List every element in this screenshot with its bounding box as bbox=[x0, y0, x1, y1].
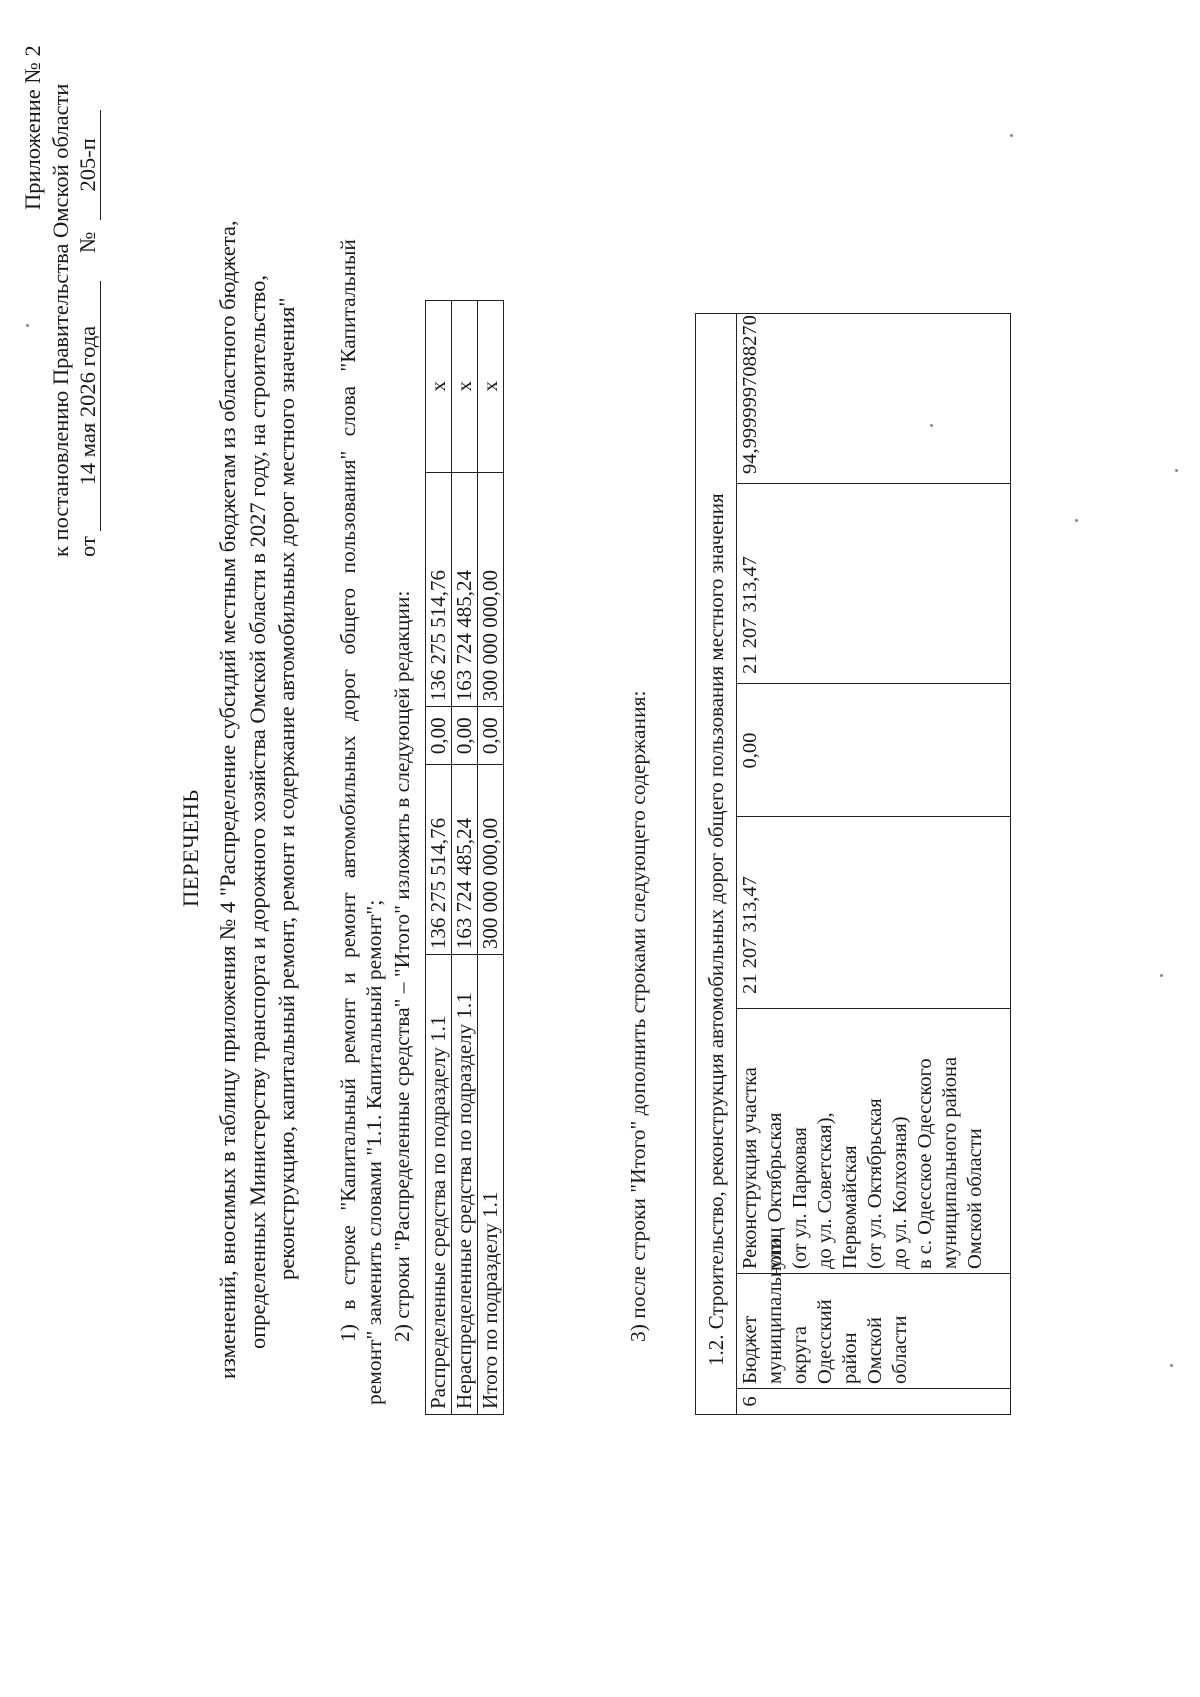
amount-zero: 0,00 bbox=[739, 732, 761, 769]
budget-line: муниципального bbox=[764, 1237, 786, 1384]
amount-cell: 163 724 485,24 bbox=[452, 765, 478, 955]
scan-speck bbox=[1075, 519, 1078, 522]
amount-cell: 300 000 000,00 bbox=[478, 765, 504, 955]
table-row bbox=[426, 301, 452, 1415]
row-label: Нераспределенные средства по подразделу 1.1 bbox=[452, 955, 478, 1415]
object-line: в с. Одесское Одесского bbox=[914, 1058, 936, 1269]
subtitle-line-3: реконструкцию, капитальный ремонт, ремонт и содержание автомобильных дорог местного значения" bbox=[274, 297, 299, 1280]
date-value-wrap bbox=[77, 281, 101, 531]
construction-table bbox=[695, 313, 1011, 1415]
object-cell bbox=[736, 1009, 1010, 1274]
amount-final: 21 207 313,47 bbox=[739, 556, 761, 674]
amount-cell: 300 000 000,00 bbox=[478, 472, 504, 707]
row-label: Распределенные средства по подразделу 1.1 bbox=[426, 955, 452, 1415]
mark-cell: х bbox=[452, 301, 478, 473]
amount-cell: 136 275 514,76 bbox=[426, 472, 452, 707]
object-line: до ул. Колхозная) bbox=[889, 1116, 911, 1269]
date-line bbox=[77, 0, 101, 557]
budget-line: округа Одесский bbox=[789, 1299, 836, 1384]
row-label: Итого по подразделу 1.1 bbox=[478, 955, 504, 1415]
object-line: (от ул. Парковая bbox=[789, 1127, 811, 1269]
section-title-text: 1.2. Строительство, реконструкция автомобильных дорог общего пользования местного значения bbox=[704, 493, 728, 1366]
scan-speck bbox=[1160, 974, 1163, 977]
date-value: 14 мая 2026 года bbox=[75, 325, 100, 486]
item-1-line-1: 1) в строке "Капитальный ремонт и ремонт автомобильных дорог общего пользования" слова "Капитальный bbox=[336, 239, 360, 1342]
scan-speck bbox=[26, 324, 29, 327]
item-1-line-2: ремонт" заменить словами "1.1. Капитальный ремонт"; bbox=[362, 899, 386, 1405]
amount-cell: 136 275 514,76 bbox=[426, 765, 452, 955]
budget-line: район Омской bbox=[839, 1316, 886, 1384]
object-line: муниципального района bbox=[939, 1056, 961, 1269]
amount-cell: 0,00 bbox=[426, 707, 452, 765]
object-line: (от ул. Октябрьская bbox=[864, 1098, 886, 1269]
item-2: 2) строки "Распределенные средства" – "Итого" изложить в следующей редакции: bbox=[390, 590, 414, 1342]
budget-line: области bbox=[889, 1315, 911, 1384]
table-row bbox=[452, 301, 478, 1415]
amount-cell: 163 724 485,24 bbox=[452, 472, 478, 707]
number-value-wrap bbox=[77, 110, 101, 220]
percent-cell: 94,9999997088270 bbox=[739, 315, 761, 474]
appendix-label: Приложение № 2 bbox=[20, 45, 45, 210]
object-line: до ул. Советская), bbox=[814, 1112, 836, 1269]
item-3: 3) после строки "Итого" дополнить строками следующего содержания: bbox=[626, 690, 650, 1342]
mark-cell: х bbox=[426, 301, 452, 473]
object-line: Омской области bbox=[964, 1128, 986, 1269]
object-line: улиц Октябрьская bbox=[764, 1112, 786, 1269]
scan-speck bbox=[1170, 1364, 1173, 1367]
subtitle-line-2: определенных Министерству транспорта и дорожного хозяйства Омской области в 2027 году, на строительство, bbox=[245, 274, 270, 1349]
section-title bbox=[696, 314, 737, 1414]
budget-line: Бюджет bbox=[739, 1315, 761, 1384]
number-prefix: № bbox=[75, 231, 100, 253]
object-line: Реконструкция участка bbox=[739, 1067, 761, 1269]
table-row bbox=[478, 301, 504, 1415]
document-title: ПЕРЕЧЕНЬ bbox=[178, 789, 203, 907]
scan-speck bbox=[1175, 469, 1178, 472]
mark-cell: х bbox=[478, 301, 504, 473]
date-prefix: от bbox=[75, 536, 100, 557]
subtitle-line-1: изменений, вносимых в таблицу приложения № 4 "Распределение субсидий местным бюджетам из областного бюджета, bbox=[215, 220, 240, 1379]
scan-speck bbox=[930, 424, 933, 427]
object-line: Первомайская bbox=[839, 1145, 861, 1269]
amount-cell: 0,00 bbox=[478, 707, 504, 765]
amount-total: 21 207 313,47 bbox=[739, 876, 761, 994]
amount-cell: 0,00 bbox=[452, 707, 478, 765]
resolution-label: к постановлению Правительства Омской области bbox=[48, 83, 73, 557]
scan-speck bbox=[1010, 134, 1013, 137]
distribution-table bbox=[425, 300, 504, 1415]
budget-cell bbox=[736, 1237, 1010, 1389]
number-value: 205-п bbox=[75, 138, 100, 192]
row-number: 6 bbox=[739, 1396, 761, 1407]
